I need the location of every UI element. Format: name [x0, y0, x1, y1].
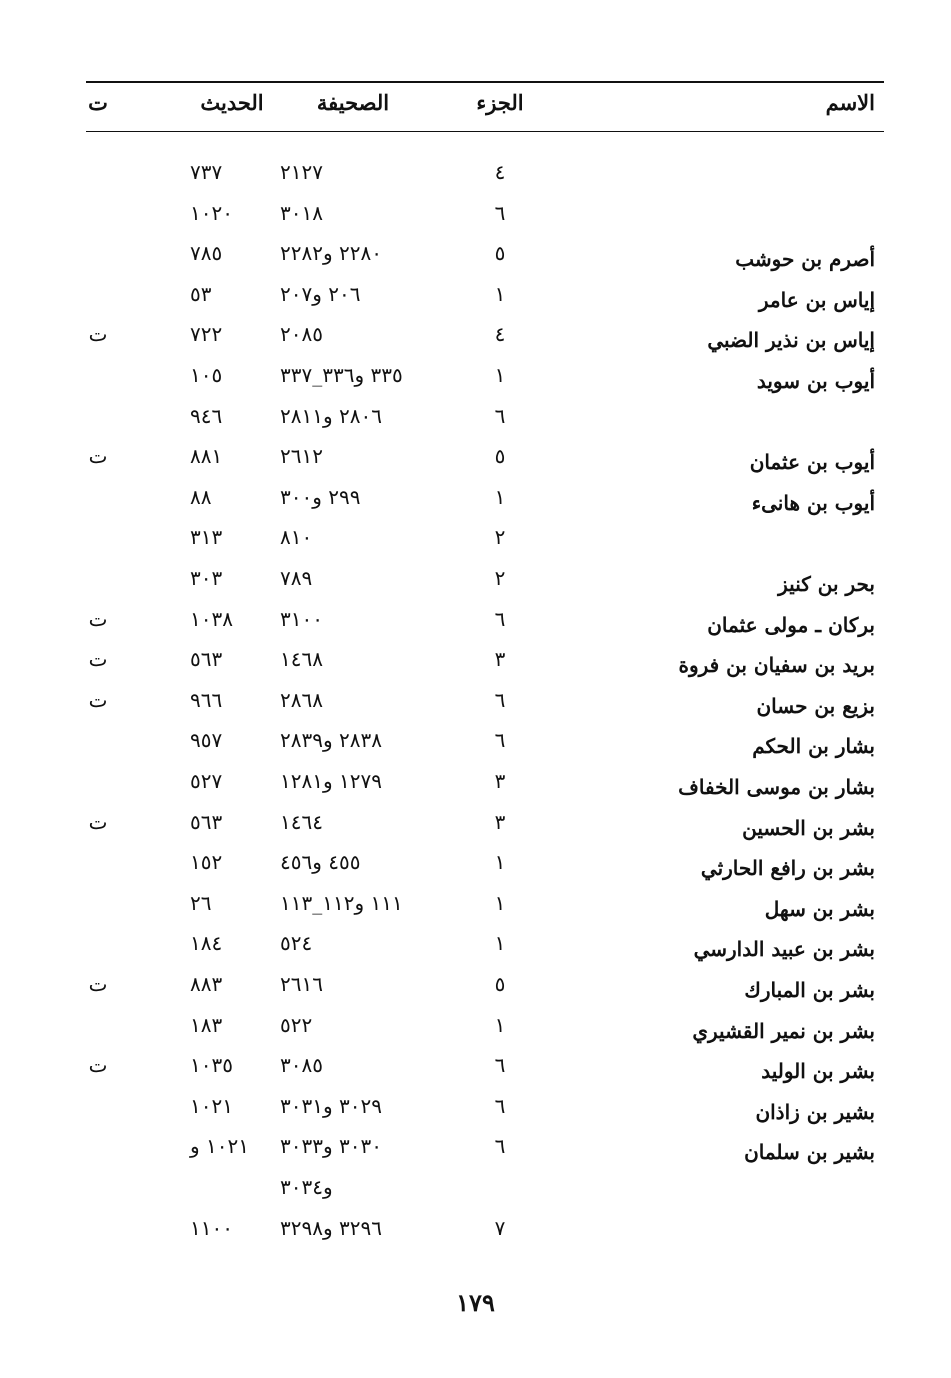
- row-juz: ١: [494, 931, 506, 955]
- row-page: ٣٠٣٠ و٣٠٣٣: [280, 1134, 382, 1158]
- row-name: بحر بن كنيز: [778, 572, 875, 596]
- row-name: بشار بن موسى الخفاف: [678, 775, 875, 799]
- row-name: [515, 405, 875, 439]
- row-name: بزيع بن حسان: [756, 694, 875, 718]
- row-page: ٨١٠: [280, 525, 313, 549]
- row-page: ٢٢٨٠ و٢٢٨٢: [280, 241, 382, 265]
- row-t: [84, 723, 112, 757]
- row-juz: ٥: [494, 972, 506, 996]
- row-name: بشر بن الحسين: [742, 816, 875, 840]
- row-juz: ٦: [494, 688, 506, 712]
- row-juz: ٤: [494, 160, 506, 184]
- row-t: [84, 845, 112, 879]
- header-t: ت: [88, 90, 108, 115]
- row-hadith: ٩٤٦: [190, 404, 223, 428]
- row-t: [84, 1089, 112, 1123]
- row-page: ١٢٧٩ و١٢٨١: [280, 769, 382, 793]
- header-name: الاسم: [825, 90, 875, 115]
- row-name: بشر بن الوليد: [761, 1059, 875, 1083]
- row-name: بشار بن الحكم: [752, 734, 875, 758]
- row-name: إياس بن عامر: [758, 288, 875, 312]
- row-name: [515, 1176, 875, 1210]
- row-hadith: ٩٥٧: [190, 728, 223, 752]
- row-hadith: ١٠٢١: [190, 1094, 233, 1118]
- row-page: ٢١٢٧: [280, 160, 323, 184]
- row-name: [515, 1217, 875, 1251]
- row-name: [515, 526, 875, 560]
- row-juz: ٣: [494, 647, 506, 671]
- row-juz: ٦: [494, 201, 506, 225]
- row-t: [84, 1008, 112, 1042]
- row-t: [84, 1211, 112, 1245]
- row-juz: ٥: [494, 241, 506, 265]
- row-t: [84, 1170, 112, 1204]
- row-t: ت: [88, 972, 108, 996]
- row-hadith: ٥٣: [190, 282, 212, 306]
- row-t: [84, 155, 112, 189]
- row-hadith: ٣١٣: [190, 525, 223, 549]
- row-name: أيوب بن سويد: [756, 369, 875, 393]
- row-juz: ٣: [494, 769, 506, 793]
- row-page: ٣٢٩٦ و٣٢٩٨: [280, 1216, 382, 1240]
- row-juz: ١: [494, 1013, 506, 1037]
- row-name: بشر بن رافع الحارثي: [700, 856, 875, 880]
- row-t: ت: [88, 810, 108, 834]
- row-page: ٢٩٩ و٣٠٠: [280, 485, 361, 509]
- row-juz: [470, 1170, 530, 1204]
- row-hadith: ٨٨: [190, 485, 212, 509]
- row-name: أيوب بن عثمان: [749, 450, 875, 474]
- row-page: و٣٠٣٤: [280, 1175, 333, 1199]
- row-page: ٣٠٢٩ و٣٠٣١: [280, 1094, 382, 1118]
- row-name: أيوب بن هانىء: [751, 491, 875, 515]
- row-hadith: [190, 1170, 274, 1204]
- row-juz: ٦: [494, 1053, 506, 1077]
- row-t: ت: [88, 444, 108, 468]
- row-name: [515, 161, 875, 195]
- row-name: بشر بن سهل: [764, 897, 875, 921]
- row-page: ٢٠٨٥: [280, 322, 323, 346]
- row-t: [84, 520, 112, 554]
- row-page: ٢٦١٢: [280, 444, 323, 468]
- row-hadith: ٨٨٣: [190, 972, 223, 996]
- row-page: ٣٣٥ و٣٣٦_٣٣٧: [280, 363, 403, 387]
- row-t: [84, 399, 112, 433]
- row-hadith: ١١٠٠: [190, 1216, 233, 1240]
- row-hadith: ١٠٢١ و: [190, 1134, 249, 1158]
- header-bottom-rule: [86, 131, 884, 132]
- row-juz: ٣: [494, 810, 506, 834]
- row-page: ٢٨٣٨ و٢٨٣٩: [280, 728, 382, 752]
- row-hadith: ١٥٢: [190, 850, 223, 874]
- row-hadith: ١٠٣٥: [190, 1053, 233, 1077]
- row-name: بشير بن سلمان: [744, 1140, 875, 1164]
- row-juz: ١: [494, 891, 506, 915]
- row-name: بريد بن سفيان بن فروة: [678, 653, 875, 677]
- row-page: ٣٠١٨: [280, 201, 323, 225]
- row-t: ت: [88, 647, 108, 671]
- row-t: [84, 926, 112, 960]
- row-juz: ٦: [494, 404, 506, 428]
- row-page: ٢٨٦٨: [280, 688, 323, 712]
- row-name: أصرم بن حوشب: [735, 247, 875, 271]
- row-juz: ٦: [494, 1134, 506, 1158]
- row-name: بشر بن عبيد الدارسي: [693, 937, 875, 961]
- row-name: [515, 202, 875, 236]
- row-t: [84, 358, 112, 392]
- row-hadith: ٢٦: [190, 891, 212, 915]
- row-page: ٣٠٨٥: [280, 1053, 323, 1077]
- row-hadith: ٧٨٥: [190, 241, 223, 265]
- row-hadith: ٥٢٧: [190, 769, 223, 793]
- row-t: ت: [88, 1053, 108, 1077]
- row-hadith: ١٠٥: [190, 363, 223, 387]
- row-page: ٢٨٠٦ و٢٨١١: [280, 404, 382, 428]
- row-juz: ١: [494, 850, 506, 874]
- row-page: ١٤٦٨: [280, 647, 323, 671]
- row-t: ت: [88, 607, 108, 631]
- row-t: [84, 196, 112, 230]
- row-hadith: ٨٨١: [190, 444, 223, 468]
- row-t: [84, 1129, 112, 1163]
- row-hadith: ١٠٣٨: [190, 607, 233, 631]
- row-hadith: ٣٠٣: [190, 566, 223, 590]
- row-page: ٥٢٤: [280, 931, 313, 955]
- row-juz: ٢: [494, 525, 506, 549]
- row-juz: ١: [494, 363, 506, 387]
- row-hadith: ٥٦٣: [190, 647, 223, 671]
- row-page: ٢٠٦ و٢٠٧: [280, 282, 361, 306]
- row-t: ت: [88, 322, 108, 346]
- row-t: [84, 236, 112, 270]
- row-name: بشر بن نمير القشيري: [692, 1019, 875, 1043]
- row-name: إياس بن نذير الضبي: [707, 328, 875, 352]
- row-t: [84, 277, 112, 311]
- row-page: ٢٦١٦: [280, 972, 323, 996]
- row-name: بشير بن زاذان: [755, 1100, 875, 1124]
- row-t: [84, 886, 112, 920]
- header-juz: الجزء: [476, 90, 524, 115]
- row-page: ١١١ و١١٢_١١٣: [280, 891, 403, 915]
- page-number: ١٧٩: [456, 1288, 495, 1317]
- row-page: ١٤٦٤: [280, 810, 323, 834]
- header-hadith: الحديث: [200, 90, 264, 115]
- header-page: الصحيفة: [316, 90, 390, 115]
- row-t: ت: [88, 688, 108, 712]
- row-name: بركان ـ مولى عثمان: [707, 613, 875, 637]
- row-juz: ١: [494, 485, 506, 509]
- row-juz: ١: [494, 282, 506, 306]
- row-page: ٧٨٩: [280, 566, 313, 590]
- row-juz: ٧: [494, 1216, 506, 1240]
- row-page: ٥٢٢: [280, 1013, 313, 1037]
- row-juz: ٤: [494, 322, 506, 346]
- row-t: [84, 764, 112, 798]
- row-juz: ٦: [494, 1094, 506, 1118]
- header-top-rule: [86, 81, 884, 83]
- row-hadith: ٩٦٦: [190, 688, 223, 712]
- row-page: ٤٥٥ و٤٥٦: [280, 850, 361, 874]
- row-hadith: ١٨٣: [190, 1013, 223, 1037]
- row-hadith: ٧٣٧: [190, 160, 223, 184]
- row-hadith: ٥٦٣: [190, 810, 223, 834]
- row-t: [84, 561, 112, 595]
- row-t: [84, 480, 112, 514]
- row-juz: ٦: [494, 728, 506, 752]
- row-hadith: ١٠٢٠: [190, 201, 233, 225]
- row-name: بشر بن المبارك: [744, 978, 875, 1002]
- row-juz: ٢: [494, 566, 506, 590]
- row-hadith: ١٨٤: [190, 931, 223, 955]
- row-page: ٣١٠٠: [280, 607, 323, 631]
- row-hadith: ٧٢٢: [190, 322, 223, 346]
- row-juz: ٦: [494, 607, 506, 631]
- row-juz: ٥: [494, 444, 506, 468]
